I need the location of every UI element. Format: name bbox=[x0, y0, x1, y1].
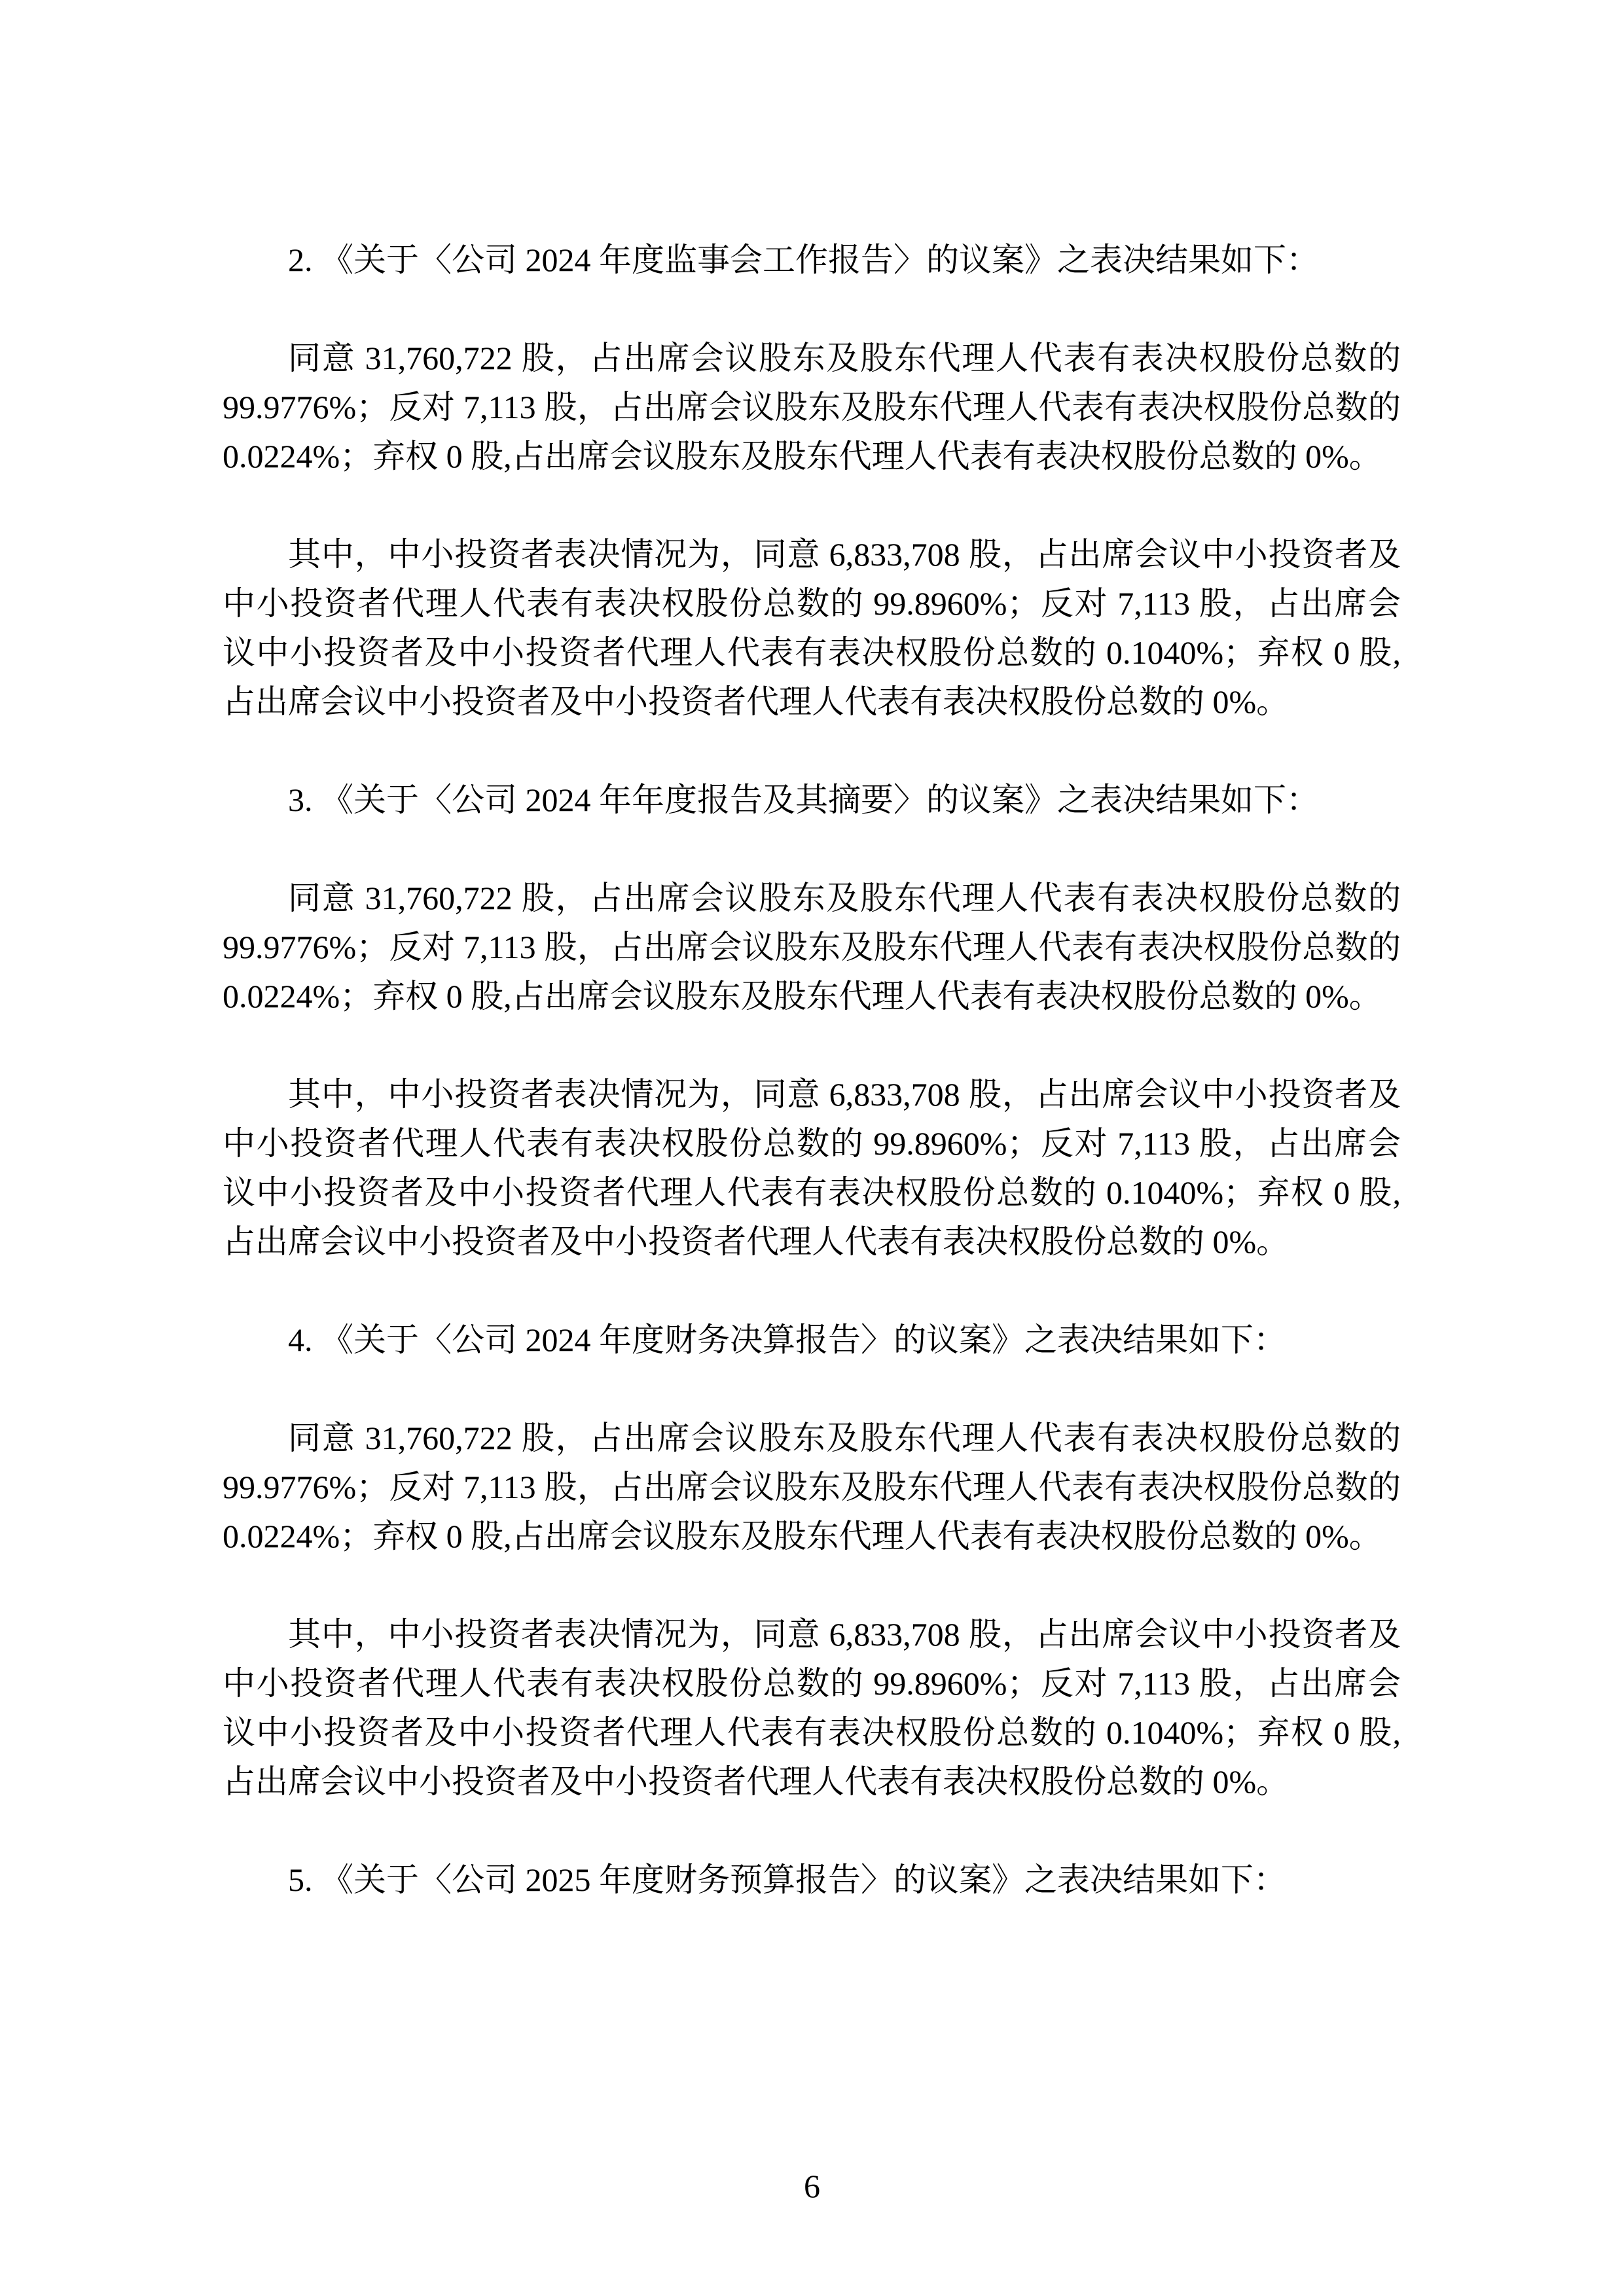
text-line: 99.9776%；反对 7,113 股，占出席会议股东及股东代理人代表有表决权股份总数的 bbox=[223, 389, 1401, 425]
page-footer bbox=[0, 2162, 1624, 2211]
text-line: 中小投资者代理人代表有表决权股份总数的 99.8960%；反对 7,113 股，占出席会 bbox=[223, 1665, 1401, 1702]
text-line: 中小投资者代理人代表有表决权股份总数的 99.8960%；反对 7,113 股，占出席会 bbox=[223, 1125, 1401, 1162]
paragraph bbox=[223, 1610, 1401, 1806]
text-line: 同意 31,760,722 股，占出席会议股东及股东代理人代表有表决权股份总数的 bbox=[288, 1420, 1401, 1456]
text-line: 中小投资者代理人代表有表决权股份总数的 99.8960%；反对 7,113 股，占出席会 bbox=[223, 585, 1401, 622]
paragraph bbox=[223, 530, 1401, 726]
document-content bbox=[223, 236, 1401, 1954]
text-line: 0.0224%；弃权 0 股,占出席会议股东及股东代理人代表有表决权股份总数的 0%。 bbox=[223, 438, 1382, 475]
paragraph bbox=[223, 334, 1401, 481]
text-line: 其中，中小投资者表决情况为，同意 6,833,708 股，占出席会议中小投资者及 bbox=[288, 1616, 1401, 1653]
text-line: 议中小投资者及中小投资者代理人代表有表决权股份总数的 0.1040%；弃权 0 股, bbox=[223, 1174, 1401, 1211]
text-line: 占出席会议中小投资者及中小投资者代理人代表有表决权股份总数的 0%。 bbox=[223, 1763, 1290, 1800]
text-line: 0.0224%；弃权 0 股,占出席会议股东及股东代理人代表有表决权股份总数的 0%。 bbox=[223, 1518, 1382, 1554]
page-number: 6 bbox=[804, 2168, 820, 2204]
text-line: 议中小投资者及中小投资者代理人代表有表决权股份总数的 0.1040%；弃权 0 股, bbox=[223, 634, 1401, 671]
section-heading: 2. 《关于〈公司 2024 年度监事会工作报告〉的议案》之表决结果如下： bbox=[288, 242, 1319, 278]
text-line: 其中，中小投资者表决情况为，同意 6,833,708 股，占出席会议中小投资者及 bbox=[288, 1076, 1401, 1113]
text-line: 占出席会议中小投资者及中小投资者代理人代表有表决权股份总数的 0%。 bbox=[223, 1223, 1290, 1260]
section-heading: 3. 《关于〈公司 2024 年年度报告及其摘要〉的议案》之表决结果如下： bbox=[288, 781, 1319, 818]
text-line: 99.9776%；反对 7,113 股，占出席会议股东及股东代理人代表有表决权股份总数的 bbox=[223, 929, 1401, 965]
text-line: 0.0224%；弃权 0 股,占出席会议股东及股东代理人代表有表决权股份总数的 0%。 bbox=[223, 978, 1382, 1014]
text-line: 99.9776%；反对 7,113 股，占出席会议股东及股东代理人代表有表决权股份总数的 bbox=[223, 1469, 1401, 1505]
text-line: 占出席会议中小投资者及中小投资者代理人代表有表决权股份总数的 0%。 bbox=[223, 683, 1290, 720]
text-line: 同意 31,760,722 股，占出席会议股东及股东代理人代表有表决权股份总数的 bbox=[288, 340, 1401, 376]
text-line: 议中小投资者及中小投资者代理人代表有表决权股份总数的 0.1040%；弃权 0 股, bbox=[223, 1714, 1401, 1751]
text-line: 其中，中小投资者表决情况为，同意 6,833,708 股，占出席会议中小投资者及 bbox=[288, 536, 1401, 573]
paragraph bbox=[223, 1070, 1401, 1266]
paragraph bbox=[223, 874, 1401, 1021]
paragraph bbox=[223, 1414, 1401, 1561]
section-heading: 4. 《关于〈公司 2024 年度财务决算报告〉的议案》之表决结果如下： bbox=[288, 1321, 1286, 1358]
section-heading: 5. 《关于〈公司 2025 年度财务预算报告〉的议案》之表决结果如下： bbox=[288, 1861, 1286, 1898]
text-line: 同意 31,760,722 股，占出席会议股东及股东代理人代表有表决权股份总数的 bbox=[288, 880, 1401, 916]
